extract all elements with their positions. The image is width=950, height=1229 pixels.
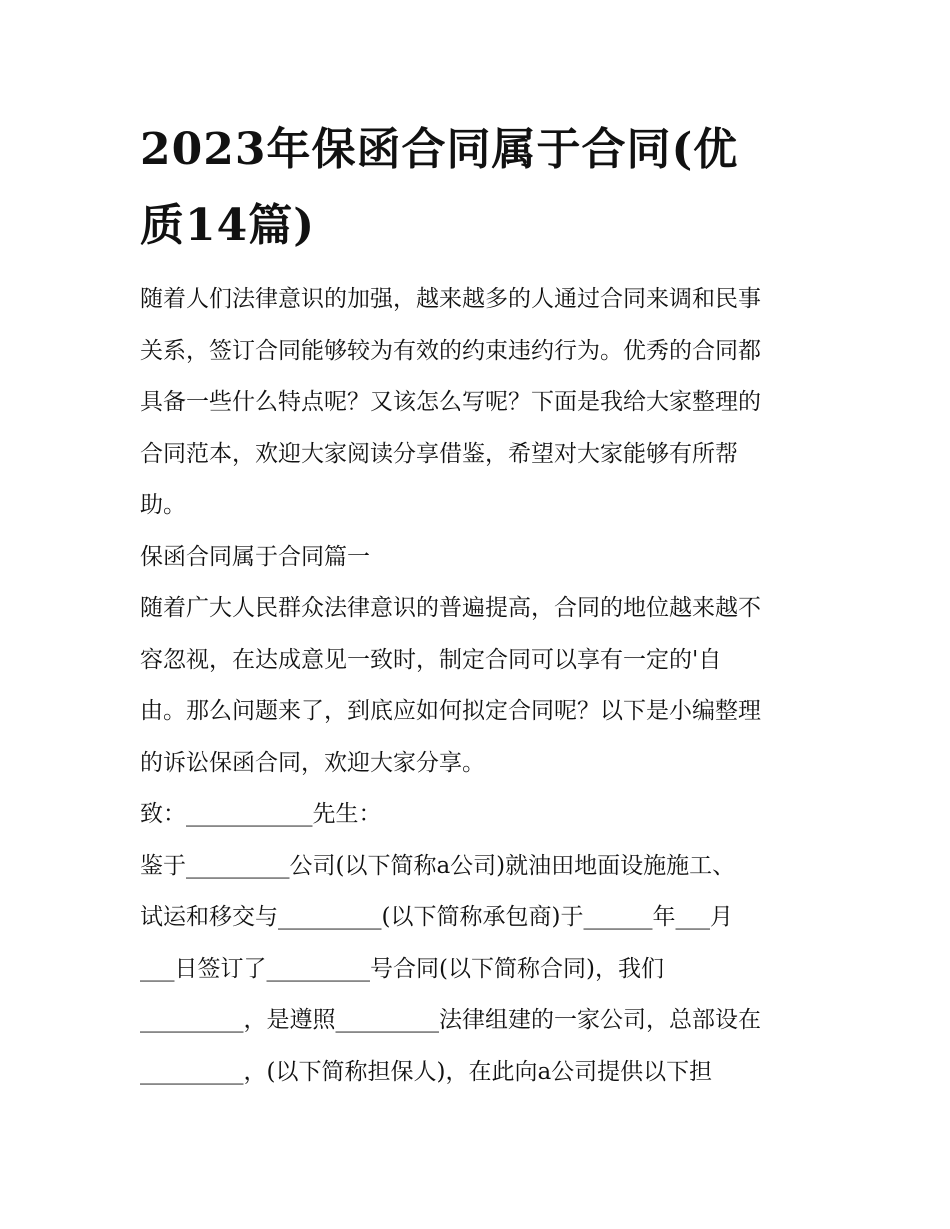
intro-line: 具备一些什么特点呢？又该怎么写呢？下面是我给大家整理的 <box>140 389 761 415</box>
section-heading: 保函合同属于合同篇一 <box>140 543 370 570</box>
contract-line: ___日签订了_________号合同(以下简称合同)，我们 <box>140 955 664 982</box>
document-body <box>140 274 820 1098</box>
intro-line: 合同范本，欢迎大家阅读分享借鉴，希望对大家能够有所帮 <box>140 440 738 467</box>
contract-line: _________，(以下简称担保人)，在此向a公司提供以下担 <box>140 1058 713 1085</box>
contract-line: _________，是遵照_________法律组建的一家公司，总部设在 <box>140 1007 761 1033</box>
contract-line: 试运和移交与_________(以下简称承包商)于______年___月 <box>140 904 733 930</box>
title-line: 质14篇) <box>140 200 316 251</box>
title-line: 2023年保函合同属于合同(优 <box>140 124 739 175</box>
page-title <box>140 112 820 264</box>
section-line: 的诉讼保函合同，欢迎大家分享。 <box>140 749 485 776</box>
section-line: 容忽视，在达成意见一致时，制定合同可以享有一定的'自 <box>140 646 722 673</box>
intro-line: 关系，签订合同能够较为有效的约束违约行为。优秀的合同都 <box>140 337 761 364</box>
salutation-line: 致：___________先生： <box>140 801 382 827</box>
intro-line: 随着人们法律意识的加强，越来越多的人通过合同来调和民事 <box>140 286 761 312</box>
intro-line: 助。 <box>140 492 186 518</box>
section-line: 随着广大人民群众法律意识的普遍提高，合同的地位越来越不 <box>140 595 761 621</box>
contract-line: 鉴于_________公司(以下简称a公司)就油田地面设施施工、 <box>140 852 736 879</box>
section-line: 由。那么问题来了，到底应如何拟定合同呢？以下是小编整理 <box>140 698 761 724</box>
